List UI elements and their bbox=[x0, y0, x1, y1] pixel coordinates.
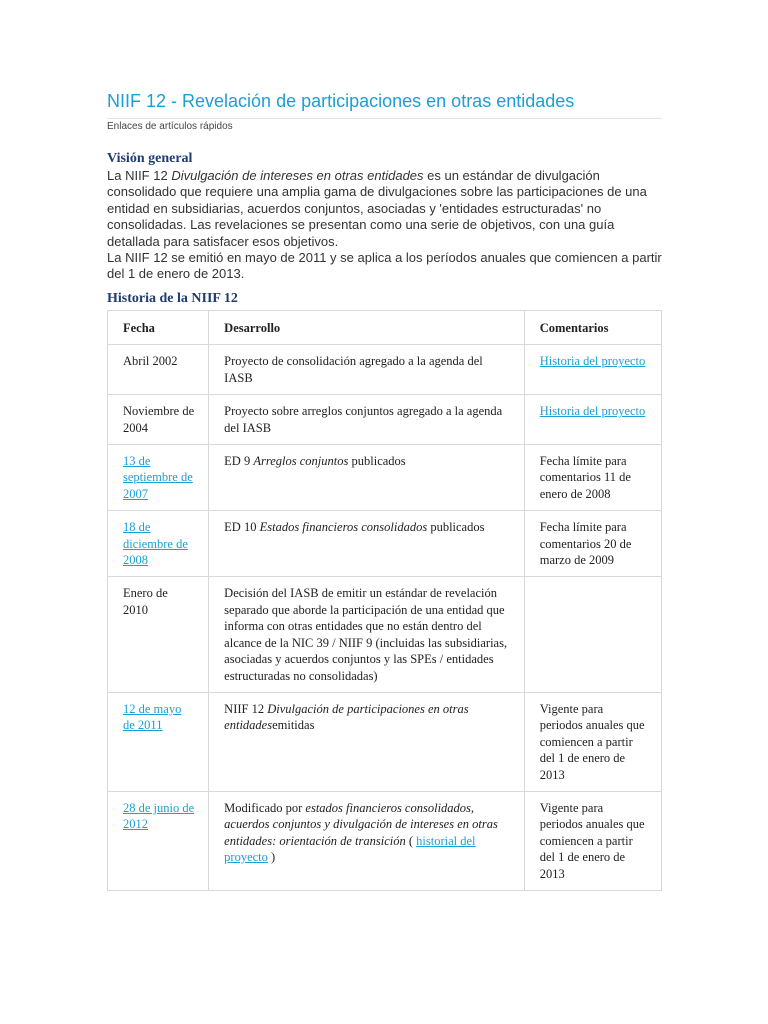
date-link[interactable]: 18 de diciembre de 2008 bbox=[123, 520, 188, 568]
cell-desarrollo: Decisión del IASB de emitir un estándar de revelación separado que aborde la participación de una entidad que informa con otras entidades que no están dentro del alcance de la NIC 39 / NIIF 9 (incluidas las subsidiarias, asociadas y acuerdos conjuntos y las SPEs / entidades estructuradas no consolidadas) bbox=[209, 577, 525, 692]
vision-text: La NIIF 12 bbox=[107, 168, 172, 183]
cell-comentarios: Fecha límite para comentarios 20 de marzo de 2009 bbox=[524, 511, 661, 577]
cell-text: NIIF 12 bbox=[224, 701, 268, 716]
cell-text: ED 10 bbox=[224, 520, 260, 535]
cell-fecha: Enero de 2010 bbox=[108, 577, 209, 692]
table-row bbox=[108, 511, 662, 577]
table-row bbox=[108, 577, 662, 692]
vision-paragraph-1 bbox=[107, 168, 667, 250]
quick-links-label: Enlaces de artículos rápidos bbox=[107, 121, 233, 132]
cell-text: ED 9 bbox=[224, 454, 254, 469]
cell-fecha: Abril 2002 bbox=[108, 345, 209, 395]
table-header-row bbox=[108, 311, 662, 345]
cell-fecha: Noviembre de 2004 bbox=[108, 395, 209, 445]
date-link[interactable]: 13 de septiembre de 2007 bbox=[123, 454, 193, 501]
cell-text: ) bbox=[267, 850, 276, 865]
cell-fecha bbox=[108, 511, 209, 577]
header-desarrollo: Desarrollo bbox=[209, 311, 525, 345]
vision-paragraph-2: La NIIF 12 se emitió en mayo de 2011 y se aplica a los períodos anuales que comiencen a partir del 1 de enero de 2013. bbox=[107, 250, 662, 282]
cell-comentarios: Fecha límite para comentarios 11 de enero de 2008 bbox=[524, 445, 661, 511]
document-name: Estados financieros consolidados bbox=[259, 520, 428, 535]
vision-body bbox=[107, 168, 667, 283]
table-row bbox=[108, 395, 662, 445]
cell-text: ( bbox=[405, 833, 417, 848]
table-row bbox=[108, 692, 662, 791]
project-history-link[interactable]: Historia del proyecto bbox=[539, 404, 646, 419]
cell-text: publicados bbox=[348, 454, 406, 469]
cell-comentarios bbox=[524, 345, 661, 395]
project-history-link[interactable]: Historia del proyecto bbox=[539, 354, 646, 369]
cell-text: Modificado por bbox=[224, 800, 306, 815]
header-fecha: Fecha bbox=[108, 311, 209, 345]
cell-fecha bbox=[108, 791, 209, 890]
page-title: NIIF 12 - Revelación de participaciones en otras entidades bbox=[107, 91, 575, 111]
cell-comentarios: Vigente para periodos anuales que comiencen a partir del 1 de enero de 2013 bbox=[524, 692, 661, 791]
cell-comentarios: Vigente para periodos anuales que comiencen a partir del 1 de enero de 2013 bbox=[524, 791, 661, 890]
document-name: estados financieros consolidados, acuerdos conjuntos y divulgación de intereses en otras entidades: orientación de transición bbox=[224, 800, 498, 848]
date-link[interactable]: 12 de mayo de 2011 bbox=[123, 701, 182, 733]
standard-name: Divulgación de intereses en otras entidades bbox=[171, 168, 424, 183]
vision-heading: Visión general bbox=[107, 151, 193, 166]
table-row bbox=[108, 445, 662, 511]
title-divider bbox=[107, 118, 662, 119]
cell-text: emitidas bbox=[272, 718, 315, 733]
cell-fecha bbox=[108, 445, 209, 511]
project-history-link[interactable]: historial del proyecto bbox=[224, 833, 476, 865]
table-row bbox=[108, 345, 662, 395]
cell-text: publicados bbox=[427, 520, 485, 535]
cell-comentarios bbox=[524, 577, 661, 692]
history-table bbox=[107, 310, 662, 891]
document-name: Divulgación de participaciones en otras entidades bbox=[224, 701, 469, 733]
cell-desarrollo bbox=[209, 445, 525, 511]
cell-fecha bbox=[108, 692, 209, 791]
date-link[interactable]: 28 de junio de 2012 bbox=[123, 800, 195, 832]
cell-comentarios bbox=[524, 395, 661, 445]
history-heading: Historia de la NIIF 12 bbox=[107, 291, 238, 306]
vision-text: es un estándar de divulgación consolidado que requiere una amplia gama de divulgaciones sobre las participaciones de una entidad en subsidiarias, acuerdos conjuntos, asociadas y 'entidades estructuradas' no consolidadas. Las revelaciones se presentan como una serie de objetivos, con una guía detallada para satisfacer esos objetivos. bbox=[107, 168, 647, 249]
cell-desarrollo: Proyecto de consolidación agregado a la agenda del IASB bbox=[209, 345, 525, 395]
cell-desarrollo bbox=[209, 511, 525, 577]
header-comentarios: Comentarios bbox=[524, 311, 661, 345]
table-row bbox=[108, 791, 662, 890]
document-name: Arreglos conjuntos bbox=[253, 454, 349, 469]
cell-desarrollo bbox=[209, 692, 525, 791]
cell-desarrollo bbox=[209, 791, 525, 890]
cell-desarrollo: Proyecto sobre arreglos conjuntos agregado a la agenda del IASB bbox=[209, 395, 525, 445]
